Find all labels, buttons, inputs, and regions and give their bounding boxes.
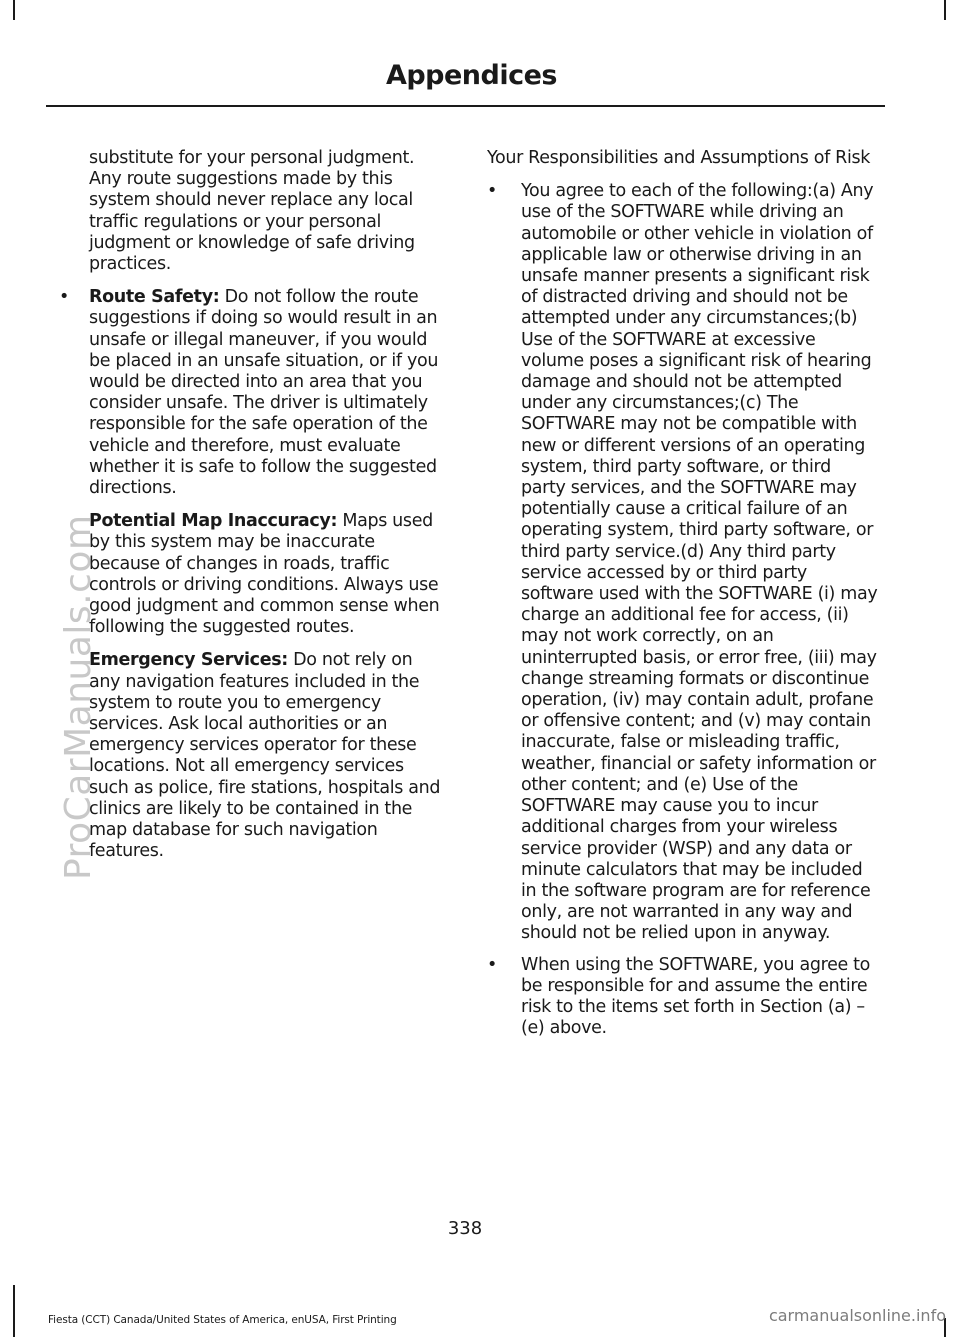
item-text: Do not rely on any navigation features included in the system to route you to emergency services. Ask local authorities or an emergency services operator for these locations. Not all emergency services such as police, fire stations, hospitals and clinics are likely to be contained in the map database for such navigation features.: [89, 650, 441, 862]
section-heading: Your Responsibilities and Assumptions of Risk: [487, 148, 871, 168]
item-text: When using the SOFTWARE, you agree to be responsible for and assume the entire risk to the items set forth in Section (a) – (e) above.: [521, 954, 870, 1039]
item-label: Emergency Services:: [89, 650, 288, 671]
item-text: Do not follow the route suggestions if doing so would result in an unsafe or illegal maneuver, if you would be placed in an unsafe situation, or if you would be directed into an area that you consider unsafe. The driver is ultimately responsible for the safe operation of the vehicle and therefore, must evaluate whether it is safe to follow the suggested directions.: [89, 287, 439, 499]
bullet: •: [487, 181, 497, 202]
bullet: •: [487, 954, 497, 975]
intro-paragraph: substitute for your personal judgment. Any route suggestions made by this system should never replace any local traffic regulations or your personal judgment or knowledge of safe driving practices.: [89, 148, 415, 275]
right-column: [487, 148, 880, 1049]
crop-mark-top-left: [13, 0, 15, 20]
list-item-responsibility: [487, 955, 880, 1040]
footer-watermark: carmanualsonline.info: [768, 1306, 946, 1325]
bullet: •: [59, 287, 69, 308]
list-item-emergency-services: [89, 650, 447, 862]
list-item-route-safety: [59, 287, 447, 499]
list-item-map-inaccuracy: [89, 511, 447, 638]
item-label: Route Safety:: [89, 287, 220, 308]
item-text: Maps used by this system may be inaccurate because of changes in roads, traffic controls or driving conditions. Always use good judgment and common sense when following the suggested routes.: [89, 511, 440, 638]
crop-mark-top-right: [944, 0, 946, 20]
item-text: You agree to each of the following:(a) Any use of the SOFTWARE while driving an automobile or other vehicle in violation of applicable law or otherwise driving in an unsafe manner presents a significant risk of distracted driving and should not be attempted under any circumstances;(b) Use of the SOFTWARE at excessive volume poses a significant risk of hearing damage and should not be attempted under any circumstances;(c) The SOFTWARE may not be compatible with new or different versions of an operating system, third party software, or third party services, and the SOFTWARE may potentially cause a critical failure of an operating system, third party software, or third party service.(d) Any third party service accessed by or third party software used with the SOFTWARE (i) may charge an additional fee for access, (ii) may not work correctly, on an uninterrupted basis, or error free, (iii) may change streaming formats or discontinue operation, (iv) may contain adult, profane or offensive content; and (v) may contain inaccurate, false or misleading traffic, weather, financial or safety information or other content; and (e) Use of the SOFTWARE may cause you to incur additional charges from your wireless service provider (WSP) and any data or minute calculators that may be included in the software program are for reference only, are not warranted in any way and should not be relied upon in anyway.: [521, 181, 878, 944]
item-label: Potential Map Inaccuracy:: [89, 511, 338, 532]
list-item-agreement: [487, 181, 880, 944]
page-title: Appendices: [385, 60, 557, 91]
header-divider: [46, 105, 885, 107]
side-watermark: ProCarManuals.com: [58, 514, 99, 880]
crop-mark-bottom-left: [13, 1285, 15, 1337]
page-number: 338: [447, 1218, 483, 1239]
footer-text: Fiesta (CCT) Canada/United States of America, enUSA, First Printing: [48, 1314, 397, 1326]
